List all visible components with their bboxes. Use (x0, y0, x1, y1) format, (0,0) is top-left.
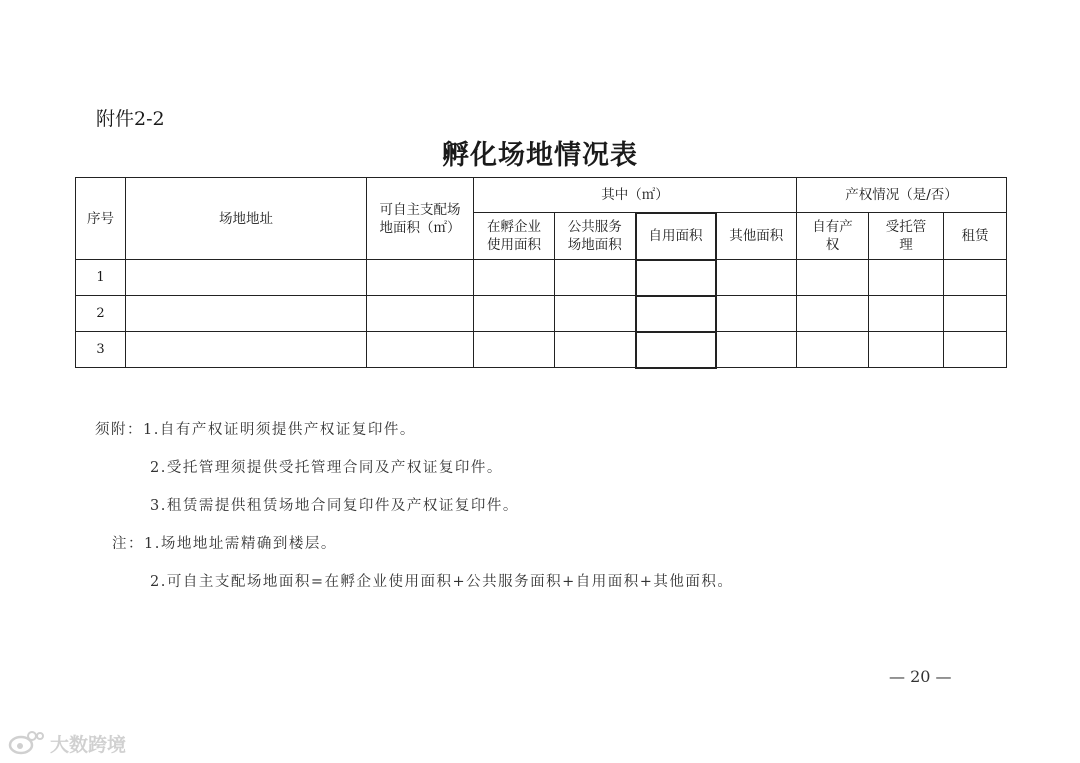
table-row (76, 260, 1007, 296)
table-row (76, 332, 1007, 368)
header-disposable-area (367, 178, 474, 260)
cell-incubating-area[interactable] (474, 260, 555, 296)
header-lease: 租赁 (944, 213, 1007, 260)
header-owned (797, 213, 869, 260)
header-other-area: 其他面积 (716, 213, 797, 260)
cell-self-use-area[interactable] (636, 260, 716, 296)
remark-note-1: 注：1.场地地址需精确到楼层。 (112, 536, 337, 552)
header-public-line2: 场地面积 (567, 237, 622, 253)
page-title: 孵化场地情况表 (442, 140, 638, 171)
incubation-site-table (75, 177, 1007, 369)
header-address: 场地地址 (126, 178, 367, 260)
cell-lease[interactable] (944, 260, 1007, 296)
header-entrusted-line1: 受托管 (885, 219, 927, 235)
cell-other-area[interactable] (716, 260, 797, 296)
row-seq: 3 (76, 332, 126, 368)
cell-disposable-area[interactable] (367, 260, 474, 296)
row-seq: 1 (76, 260, 126, 296)
header-public-line1: 公共服务 (567, 219, 622, 235)
header-disposable-area-line2: 地面积（㎡） (379, 219, 461, 236)
cell-lease[interactable] (944, 332, 1007, 368)
header-seq: 序号 (76, 178, 126, 260)
attachment-label: 附件2-2 (96, 108, 165, 130)
cell-public-area[interactable] (555, 260, 636, 296)
cell-owned[interactable] (797, 260, 869, 296)
watermark (8, 728, 126, 758)
watermark-text: 大数跨境 (50, 733, 127, 756)
cell-other-area[interactable] (716, 296, 797, 332)
remark-note-2: 2.可自主支配场地面积=在孵企业使用面积+公共服务面积+自用面积+其他面积。 (150, 574, 734, 590)
header-owned-line2: 权 (825, 237, 840, 253)
cell-incubating-area[interactable] (474, 332, 555, 368)
cell-public-area[interactable] (555, 296, 636, 332)
header-entrusted (869, 213, 944, 260)
must-attach-note-1: 须附：1.自有产权证明须提供产权证复印件。 (95, 422, 416, 438)
header-incubating-line1: 在孵企业 (487, 219, 541, 235)
cell-entrusted[interactable] (869, 260, 944, 296)
table-row (76, 296, 1007, 332)
must-attach-note-3: 3.租赁需提供租赁场地合同复印件及产权证复印件。 (150, 498, 519, 514)
cell-public-area[interactable] (555, 332, 636, 368)
cell-self-use-area[interactable] (636, 332, 716, 368)
cell-disposable-area[interactable] (367, 332, 474, 368)
cell-address[interactable] (126, 296, 367, 332)
header-incubating-line2: 使用面积 (487, 237, 541, 253)
cell-other-area[interactable] (716, 332, 797, 368)
cell-entrusted[interactable] (869, 332, 944, 368)
row-seq: 2 (76, 296, 126, 332)
weibo-logo-icon (8, 730, 44, 756)
cell-self-use-area[interactable] (636, 296, 716, 332)
header-among: 其中（㎡） (474, 178, 797, 213)
page-number: — 20 — (889, 667, 952, 686)
header-owned-line1: 自有产 (812, 219, 853, 235)
cell-lease[interactable] (944, 296, 1007, 332)
header-ownership: 产权情况（是/否） (797, 178, 1007, 213)
cell-address[interactable] (126, 260, 367, 296)
cell-disposable-area[interactable] (367, 296, 474, 332)
cell-entrusted[interactable] (869, 296, 944, 332)
cell-owned[interactable] (797, 296, 869, 332)
cell-owned[interactable] (797, 332, 869, 368)
header-self-use-area: 自用面积 (636, 213, 716, 260)
header-public-area (555, 213, 636, 260)
must-attach-note-2: 2.受托管理须提供受托管理合同及产权证复印件。 (150, 460, 503, 476)
header-incubating-area (474, 213, 555, 260)
cell-address[interactable] (126, 332, 367, 368)
cell-incubating-area[interactable] (474, 296, 555, 332)
header-entrusted-line2: 理 (899, 237, 913, 253)
header-disposable-area-line1: 可自主支配场 (379, 201, 461, 218)
